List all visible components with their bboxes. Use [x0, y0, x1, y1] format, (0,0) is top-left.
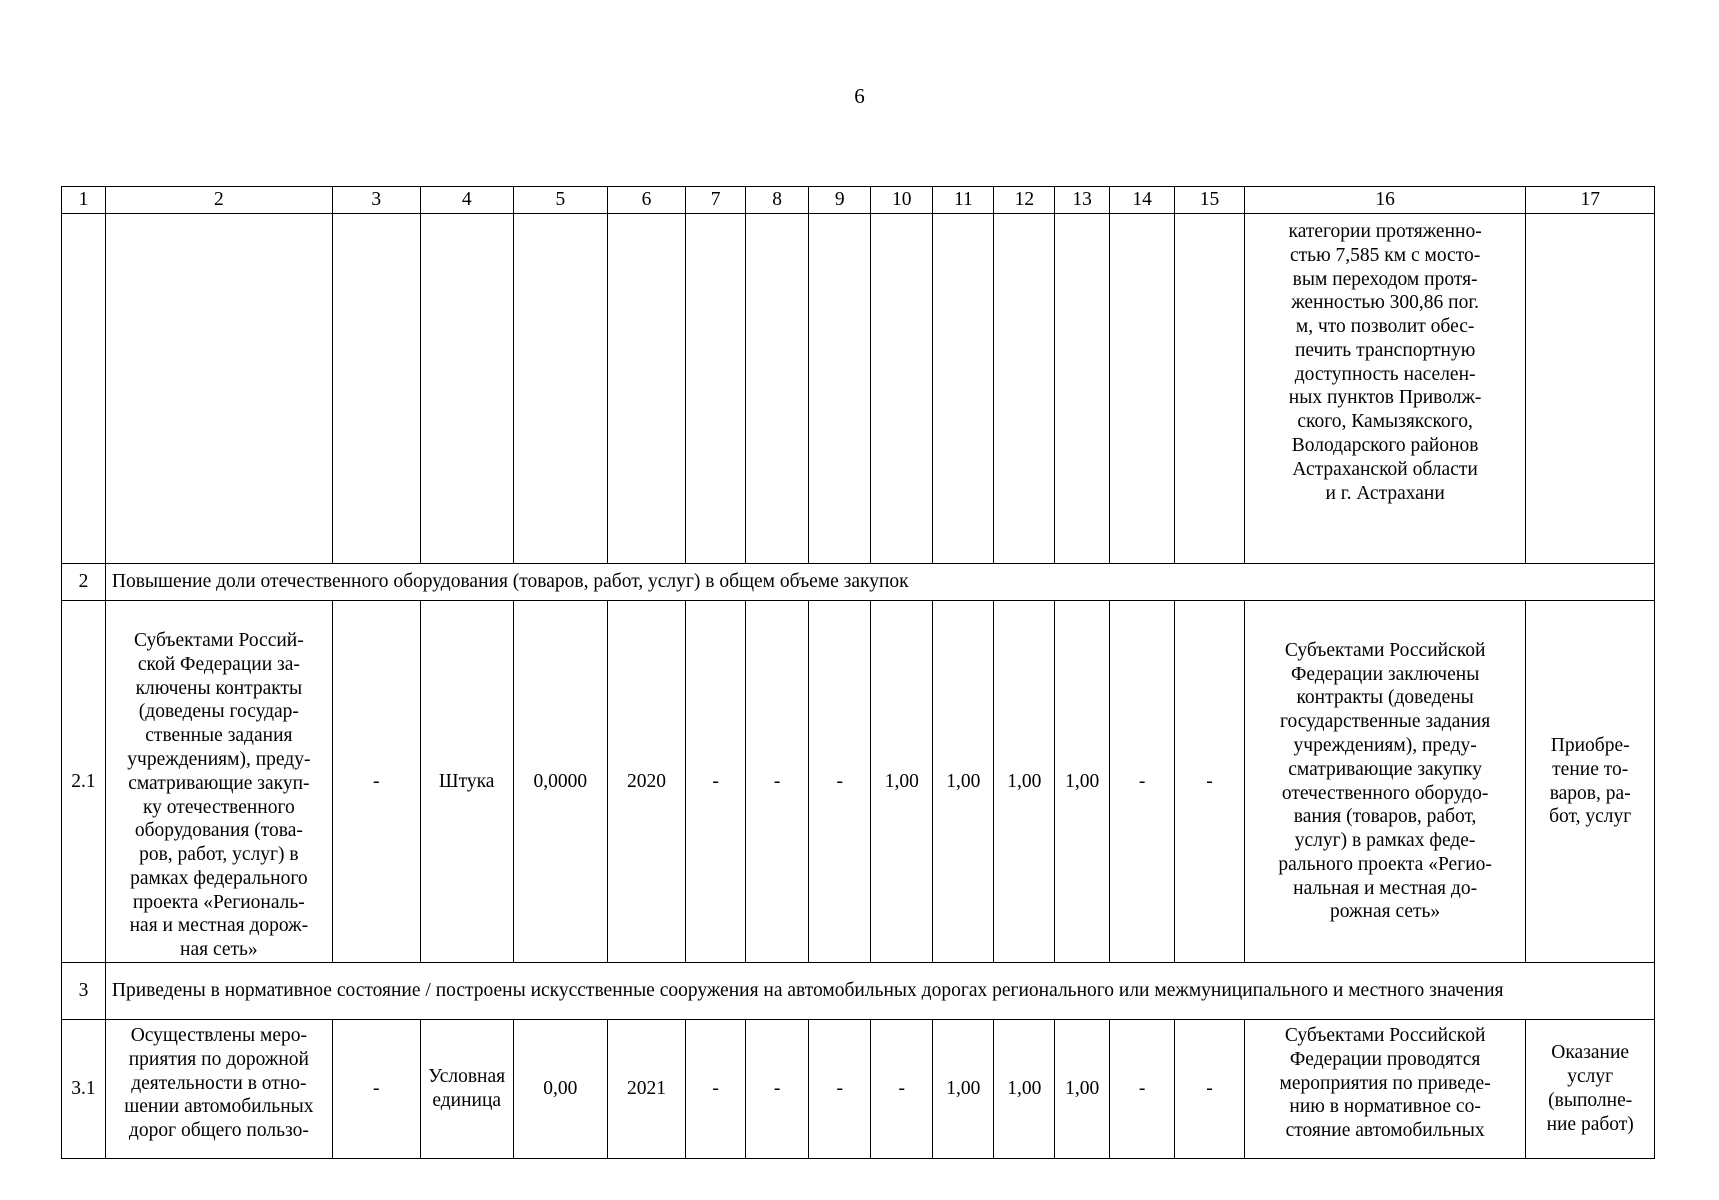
- result-type: Оказание услуг (выполне- ние работ): [1526, 1020, 1655, 1159]
- cell-col10: -: [871, 1020, 933, 1159]
- base-year: 2020: [607, 601, 685, 963]
- cell-col3: -: [332, 601, 420, 963]
- continuation-row: [62, 214, 1655, 564]
- empty-cell: [1055, 214, 1110, 564]
- base-value: 0,0000: [513, 601, 607, 963]
- empty-cell: [1526, 214, 1655, 564]
- result-description-cell: [1244, 1020, 1526, 1159]
- cell-col14: -: [1109, 601, 1174, 963]
- empty-cell: [420, 214, 513, 564]
- section-title: Повышение доли отечественного оборудования (товаров, работ, услуг) в общем объеме закупок: [105, 564, 1654, 601]
- section-number: 3: [62, 963, 106, 1020]
- cell-col12: 1,00: [994, 601, 1055, 963]
- base-year: 2021: [607, 1020, 685, 1159]
- cell-col14: -: [1109, 1020, 1174, 1159]
- column-number-13: 13: [1055, 187, 1110, 214]
- empty-cell: [686, 214, 746, 564]
- cell-col9: -: [809, 601, 871, 963]
- cell-col10: 1,00: [871, 601, 933, 963]
- cell-col7: -: [686, 601, 746, 963]
- table-row: [62, 1020, 1655, 1159]
- empty-cell: [62, 214, 106, 564]
- column-number-2: 2: [105, 187, 332, 214]
- section-title: Приведены в нормативное состояние / построены искусственные сооружения на автомобильных дорогах регионального или межмуниципального и местного значения: [105, 963, 1654, 1020]
- cell-col8: -: [746, 601, 809, 963]
- column-number-14: 14: [1109, 187, 1174, 214]
- section-number: 2: [62, 564, 106, 601]
- column-number-4: 4: [420, 187, 513, 214]
- cell-col15: -: [1175, 1020, 1245, 1159]
- empty-cell: [871, 214, 933, 564]
- empty-cell: [809, 214, 871, 564]
- result-type: Приобре- тение то- варов, ра- бот, услуг: [1526, 601, 1655, 963]
- base-value: 0,00: [513, 1020, 607, 1159]
- empty-cell: [746, 214, 809, 564]
- section-row: [62, 564, 1655, 601]
- column-number-6: 6: [607, 187, 685, 214]
- cell-col3: -: [332, 1020, 420, 1159]
- indicators-table: [61, 186, 1655, 1159]
- indicator-name: Субъектами Россий- ской Федерации за- ключены контракты (доведены государ- ственные задания учреждениям), преду- сматривающие закуп- ку отечественного оборудования (това- ров, работ, услуг) в рамках федерального проекта «Региональ- ная и местная дорож- ная сеть»: [105, 601, 332, 963]
- cell-col13: 1,00: [1055, 1020, 1110, 1159]
- result-description: Субъектами Российской Федерации проводятся мероприятия по приведе- нию в нормативное со- стояние автомобильных: [1279, 1025, 1491, 1142]
- empty-cell: [332, 214, 420, 564]
- indicator-name-cell: [105, 1020, 332, 1159]
- column-number-17: 17: [1526, 187, 1655, 214]
- column-number-15: 15: [1175, 187, 1245, 214]
- empty-cell: [607, 214, 685, 564]
- table-row: [62, 601, 1655, 963]
- cell-col7: -: [686, 1020, 746, 1159]
- empty-cell: [513, 214, 607, 564]
- empty-cell: [1175, 214, 1245, 564]
- result-description: Субъектами Российской Федерации заключены контракты (доведены государственные задания учреждениям), преду- сматривающие закупку отечественного оборудо- вания (товаров, работ, услуг) в рамках феде- рального проекта «Регио- нальная и местная до- рожная сеть»: [1244, 601, 1526, 963]
- page-number: 6: [854, 84, 865, 108]
- column-number-11: 11: [933, 187, 994, 214]
- empty-cell: [105, 214, 332, 564]
- cell-col8: -: [746, 1020, 809, 1159]
- empty-cell: [994, 214, 1055, 564]
- column-number-16: 16: [1244, 187, 1526, 214]
- column-number-3: 3: [332, 187, 420, 214]
- cell-col12: 1,00: [994, 1020, 1055, 1159]
- section-row: [62, 963, 1655, 1020]
- cell-col9: -: [809, 1020, 871, 1159]
- empty-cell: [933, 214, 994, 564]
- column-number-9: 9: [809, 187, 871, 214]
- row-number: 3.1: [62, 1020, 106, 1159]
- unit-of-measure: Штука: [420, 601, 513, 963]
- column-number-1: 1: [62, 187, 106, 214]
- continuation-description: категории протяженно- стью 7,585 км с мосто- вым переходом протя- женностью 300,86 пог. м, что позволит обес- печить транспортную доступность населен- ных пунктов Приволж- ского, Камызякского, Володарского районов Астраханской области и г. Астрахани: [1244, 214, 1526, 564]
- column-number-10: 10: [871, 187, 933, 214]
- indicator-name: Осуществлены меро- приятия по дорожной деятельности в отно- шении автомобильных дорог общего пользо-: [124, 1025, 314, 1142]
- cell-col11: 1,00: [933, 601, 994, 963]
- unit-of-measure: Условная единица: [420, 1020, 513, 1159]
- column-number-5: 5: [513, 187, 607, 214]
- empty-cell: [1109, 214, 1174, 564]
- cell-col13: 1,00: [1055, 601, 1110, 963]
- column-number-8: 8: [746, 187, 809, 214]
- row-number: 2.1: [62, 601, 106, 963]
- column-number-7: 7: [686, 187, 746, 214]
- cell-col11: 1,00: [933, 1020, 994, 1159]
- column-number-row: [62, 187, 1655, 214]
- cell-col15: -: [1175, 601, 1245, 963]
- column-number-12: 12: [994, 187, 1055, 214]
